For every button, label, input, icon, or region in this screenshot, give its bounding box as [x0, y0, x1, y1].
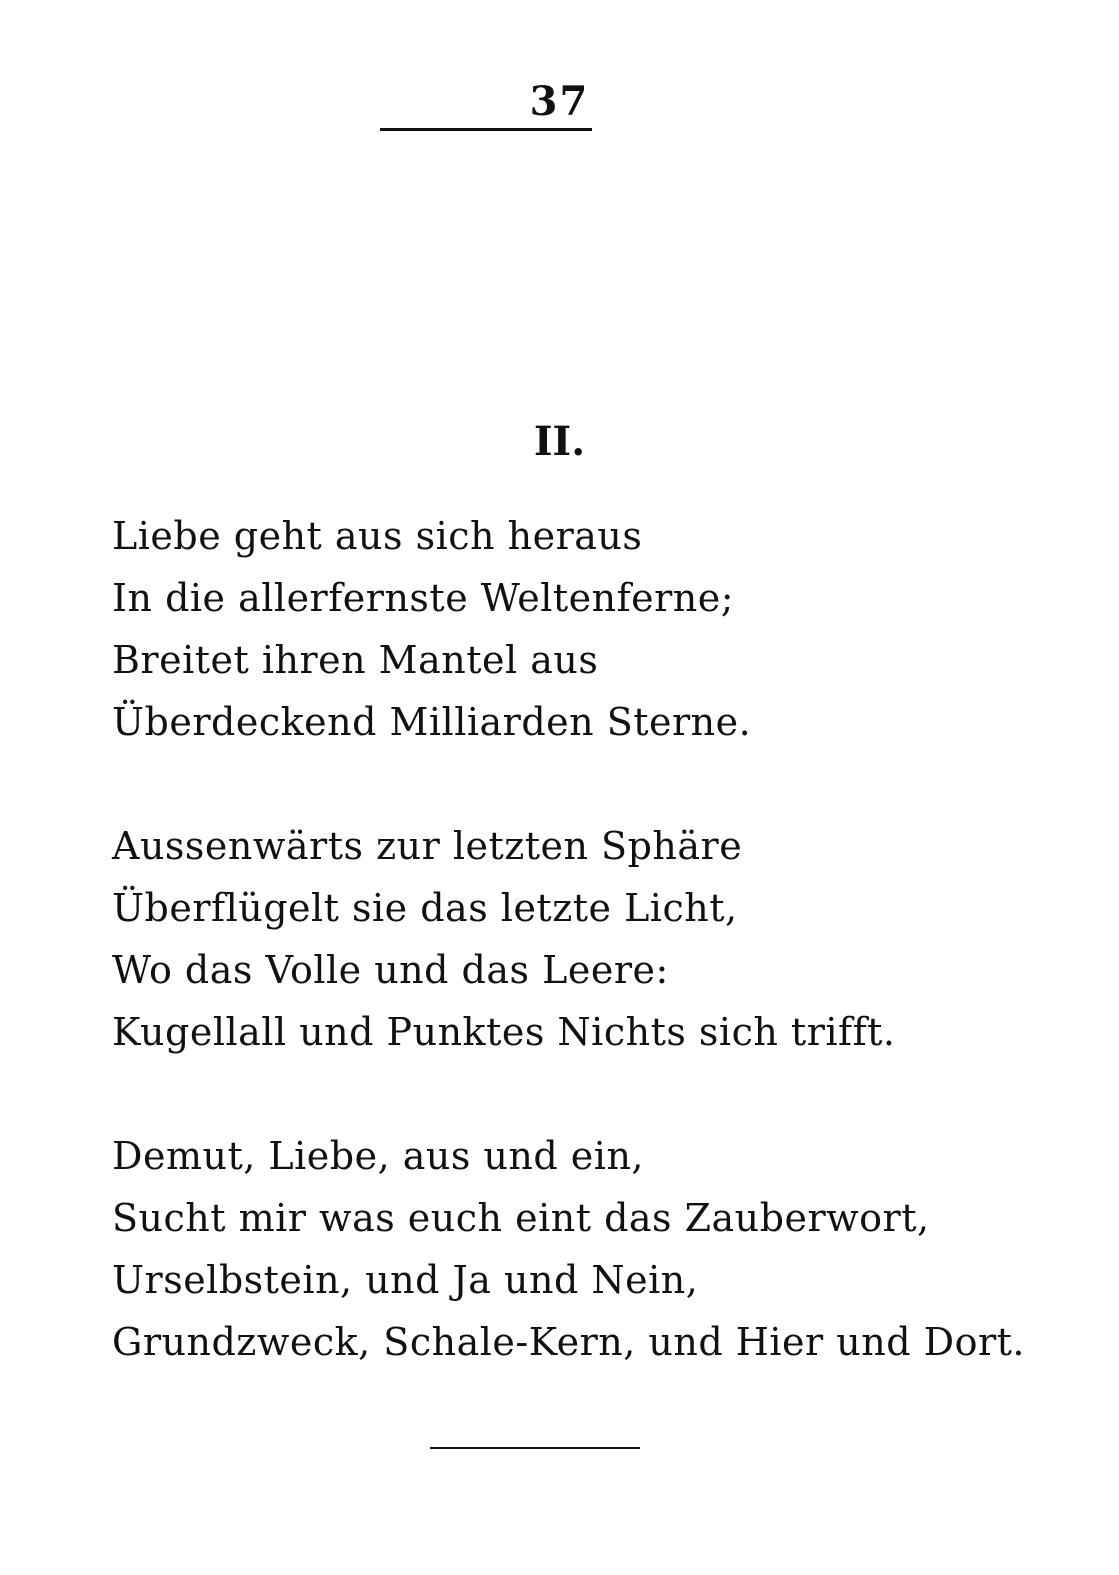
stanza-3: [112, 1125, 1072, 1373]
verse-line: Grundzweck, Schale-Kern, und Hier und Dort.: [112, 1320, 1025, 1364]
poem: [112, 505, 1072, 1435]
stanza-2: [112, 815, 1072, 1063]
verse-line: Liebe geht aus sich heraus: [112, 514, 643, 558]
verse-line: Kugellall und Punktes Nichts sich trifft.: [112, 1010, 896, 1054]
verse-line: Wo das Volle und das Leere:: [112, 948, 669, 992]
verse-line: Überdeckend Milliarden Sterne.: [112, 700, 752, 744]
verse-line: Urselbstein, und Ja und Nein,: [112, 1258, 699, 1302]
page-number: 37: [529, 78, 590, 125]
verse-line: In die allerfernste Weltenferne;: [112, 576, 735, 620]
verse-line: Aussenwärts zur letzten Sphäre: [112, 824, 743, 868]
stanza-1: [112, 505, 1072, 753]
footer-rule: [430, 1447, 640, 1449]
verse-line: Überflügelt sie das letzte Licht,: [112, 886, 738, 930]
header-rule: [380, 128, 592, 131]
section-heading: II.: [533, 418, 586, 465]
verse-line: Sucht mir was euch eint das Zauberwort,: [112, 1196, 930, 1240]
verse-line: Demut, Liebe, aus und ein,: [112, 1134, 644, 1178]
verse-line: Breitet ihren Mantel aus: [112, 638, 599, 682]
